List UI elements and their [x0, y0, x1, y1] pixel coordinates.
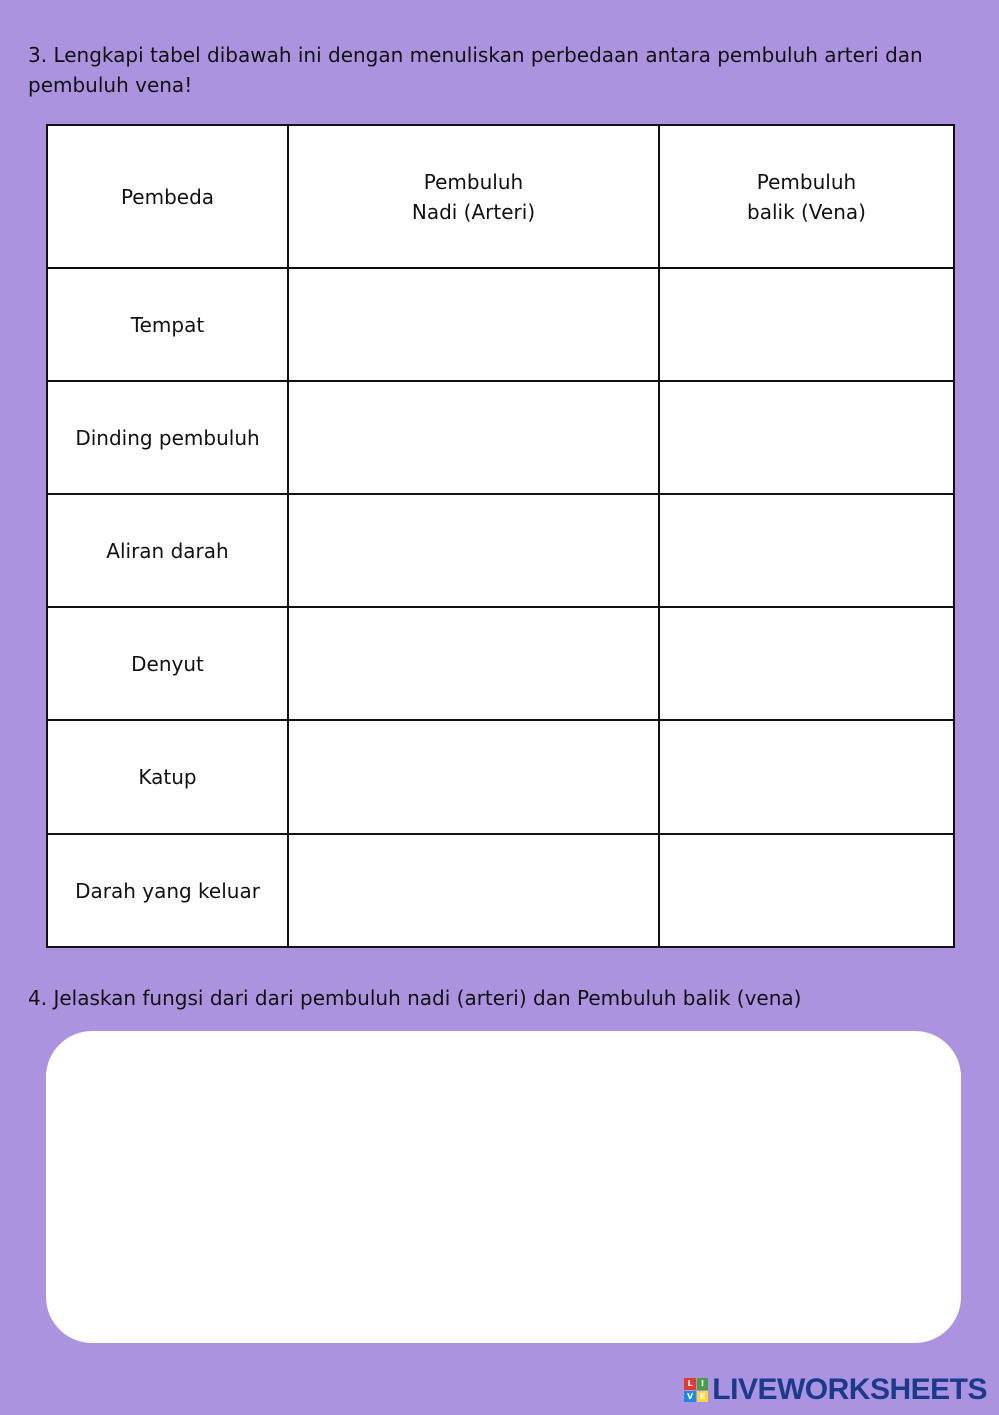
- row-label-darah: Darah yang keluar: [47, 834, 288, 947]
- answer-cell-arteri-darah[interactable]: [288, 834, 659, 947]
- table-row: [47, 381, 954, 494]
- question-4-text: 4. Jelaskan fungsi dari dari pembuluh nadi (arteri) dan Pembuluh balik (vena): [28, 986, 802, 1010]
- table-row: [47, 494, 954, 607]
- header-vena-line1: Pembuluh: [756, 169, 857, 194]
- answer-cell-vena-darah[interactable]: [659, 834, 954, 947]
- logo-letter-v: V: [684, 1391, 696, 1403]
- header-pembeda: Pembeda: [47, 125, 288, 268]
- liveworksheets-wordmark: LIVEWORKSHEETS: [712, 1373, 987, 1406]
- liveworksheets-logo: [684, 1373, 987, 1407]
- header-arteri-line2: Nadi (Arteri): [411, 199, 536, 224]
- header-arteri-line1: Pembuluh: [423, 169, 524, 194]
- answer-cell-arteri-tempat[interactable]: [288, 268, 659, 381]
- table-row: [47, 834, 954, 947]
- answer-cell-arteri-dinding[interactable]: [288, 381, 659, 494]
- answer-cell-vena-dinding[interactable]: [659, 381, 954, 494]
- comparison-table: [46, 124, 955, 948]
- header-vena: [659, 125, 954, 268]
- answer-cell-vena-aliran[interactable]: [659, 494, 954, 607]
- answer-cell-arteri-aliran[interactable]: [288, 494, 659, 607]
- answer-cell-vena-denyut[interactable]: [659, 607, 954, 720]
- row-label-dinding: Dinding pembuluh: [47, 381, 288, 494]
- answer-cell-vena-tempat[interactable]: [659, 268, 954, 381]
- row-label-tempat: Tempat: [47, 268, 288, 381]
- logo-letter-l: L: [684, 1378, 696, 1390]
- answer-cell-arteri-denyut[interactable]: [288, 607, 659, 720]
- row-label-aliran: Aliran darah: [47, 494, 288, 607]
- question-4-answer-box[interactable]: [46, 1031, 961, 1343]
- header-vena-line2: balik (Vena): [747, 199, 866, 224]
- logo-letter-i: I: [697, 1378, 709, 1390]
- table-header-row: [47, 125, 954, 268]
- table-row: [47, 720, 954, 834]
- header-arteri: [288, 125, 659, 268]
- answer-cell-vena-katup[interactable]: [659, 720, 954, 834]
- row-label-denyut: Denyut: [47, 607, 288, 720]
- row-label-katup: Katup: [47, 720, 288, 834]
- logo-letter-e: E: [697, 1391, 709, 1403]
- table-row: [47, 268, 954, 381]
- liveworksheets-logo-icon: [684, 1378, 708, 1402]
- question-3-text: 3. Lengkapi tabel dibawah ini dengan menuliskan perbedaan antara pembuluh arteri dan pembuluh vena!: [28, 43, 923, 97]
- table-row: [47, 607, 954, 720]
- answer-cell-arteri-katup[interactable]: [288, 720, 659, 834]
